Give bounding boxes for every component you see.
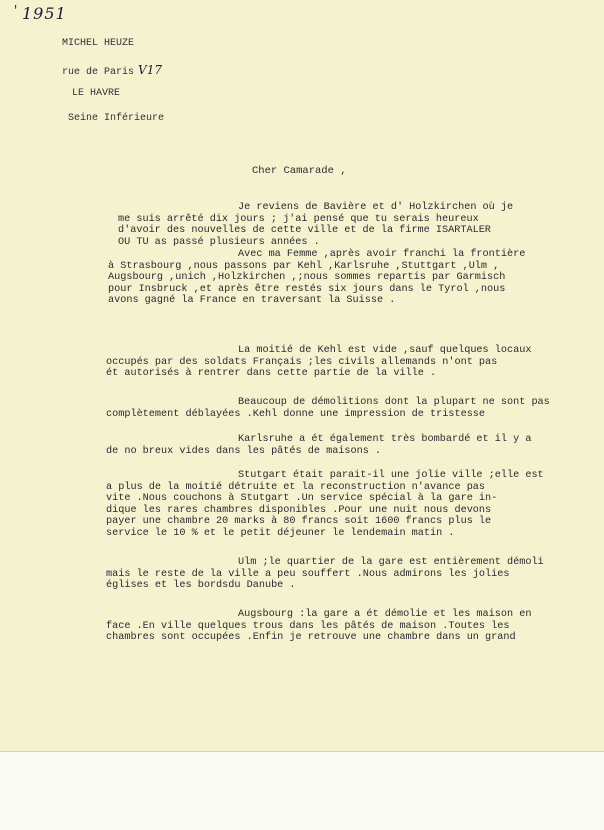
- letter-line: chambres sont occupées .Enfin je retrouve une chambre dans un grand: [106, 632, 516, 644]
- letter-line: ét autorisés à rentrer dans cette partie de la ville .: [106, 368, 437, 380]
- letter-line: a plus de la moitié détruite et la reconstruction n'avance pas: [106, 481, 486, 493]
- letter-line: Avec ma Femme ,après avoir franchi la frontière: [238, 249, 526, 260]
- letter-line: me suis arrêté dix jours ; j'ai pensé que tu serais heureux: [118, 213, 479, 225]
- sender-region: Seine Inférieure: [68, 113, 165, 124]
- letter-line: Augsbourg ,unich ,Holzkirchen ,;nous sommes repartis par Garmisch: [108, 272, 506, 284]
- letter-line: Je reviens de Bavière et d' Holzkirchen où je: [238, 202, 514, 213]
- letter-line: à Strasbourg ,nous passons par Kehl ,Karlsruhe ,Stuttgart ,Ulm ,: [108, 260, 500, 272]
- letter-line: de no breux vides dans les pâtés de maisons .: [106, 445, 382, 457]
- letter-line: payer une chambre 20 marks à 80 francs soit 1600 francs plus le: [106, 516, 492, 528]
- letter-line: Stutgart était parait-il une jolie ville ;elle est: [238, 470, 544, 481]
- letter-line: face .En ville quelques trous dans les pâtés de maison .Toutes les: [106, 620, 510, 632]
- letter-line: complètement déblayées .Kehl donne une impression de tristesse: [106, 408, 486, 420]
- letter-line: La moitié de Kehl est vide ,sauf quelques locaux: [238, 345, 532, 356]
- sender-name: MICHEL HEUZE: [62, 38, 135, 49]
- letter-line: occupés par des soldats Français ;les civils allemands n'ont pas: [106, 356, 498, 368]
- margin-tick-mark: ': [12, 4, 20, 18]
- letter-line: OU TU as passé plusieurs années .: [118, 236, 320, 248]
- letter-line: Augsbourg :la gare a ét démolie et les maison en: [238, 609, 532, 620]
- sender-street: [62, 63, 162, 78]
- letter-line: Beaucoup de démolitions dont la plupart ne sont pas: [238, 397, 550, 408]
- sender-street-name: rue de Paris: [62, 67, 135, 78]
- sender-street-number: V17: [138, 63, 162, 77]
- letter-line: églises et les bordsdu Danube .: [106, 580, 296, 592]
- salutation: Cher Camarade ,: [252, 165, 347, 177]
- letter-line: vite .Nous couchons à Stutgart .Un service spécial à la gare in-: [106, 493, 498, 505]
- letter-line: d'avoir des nouvelles de cette ville et de la firme ISARTALER: [118, 225, 491, 237]
- letter-line: Ulm ;le quartier de la gare est entièrement démoli: [238, 557, 544, 568]
- letter-line: pour Insbruck ,et après être restés six jours dans le Tyrol ,nous: [108, 283, 506, 295]
- letter-line: mais le reste de la ville a peu souffert .Nous admirons les jolies: [106, 568, 510, 580]
- letter-line: service le 10 % et le petit déjeuner le lendemain matin .: [106, 528, 455, 539]
- letter-line: Karlsruhe a ét également très bombardé et il y a: [238, 434, 532, 445]
- handwritten-year: 1951: [22, 4, 67, 23]
- letter-line: avons gagné la France en traversant la Suisse .: [108, 295, 396, 307]
- page-margin-below: [0, 752, 604, 830]
- letter-line: dique les rares chambres disponibles .Pour une nuit nous devons: [106, 504, 492, 516]
- sender-city: LE HAVRE: [72, 88, 121, 99]
